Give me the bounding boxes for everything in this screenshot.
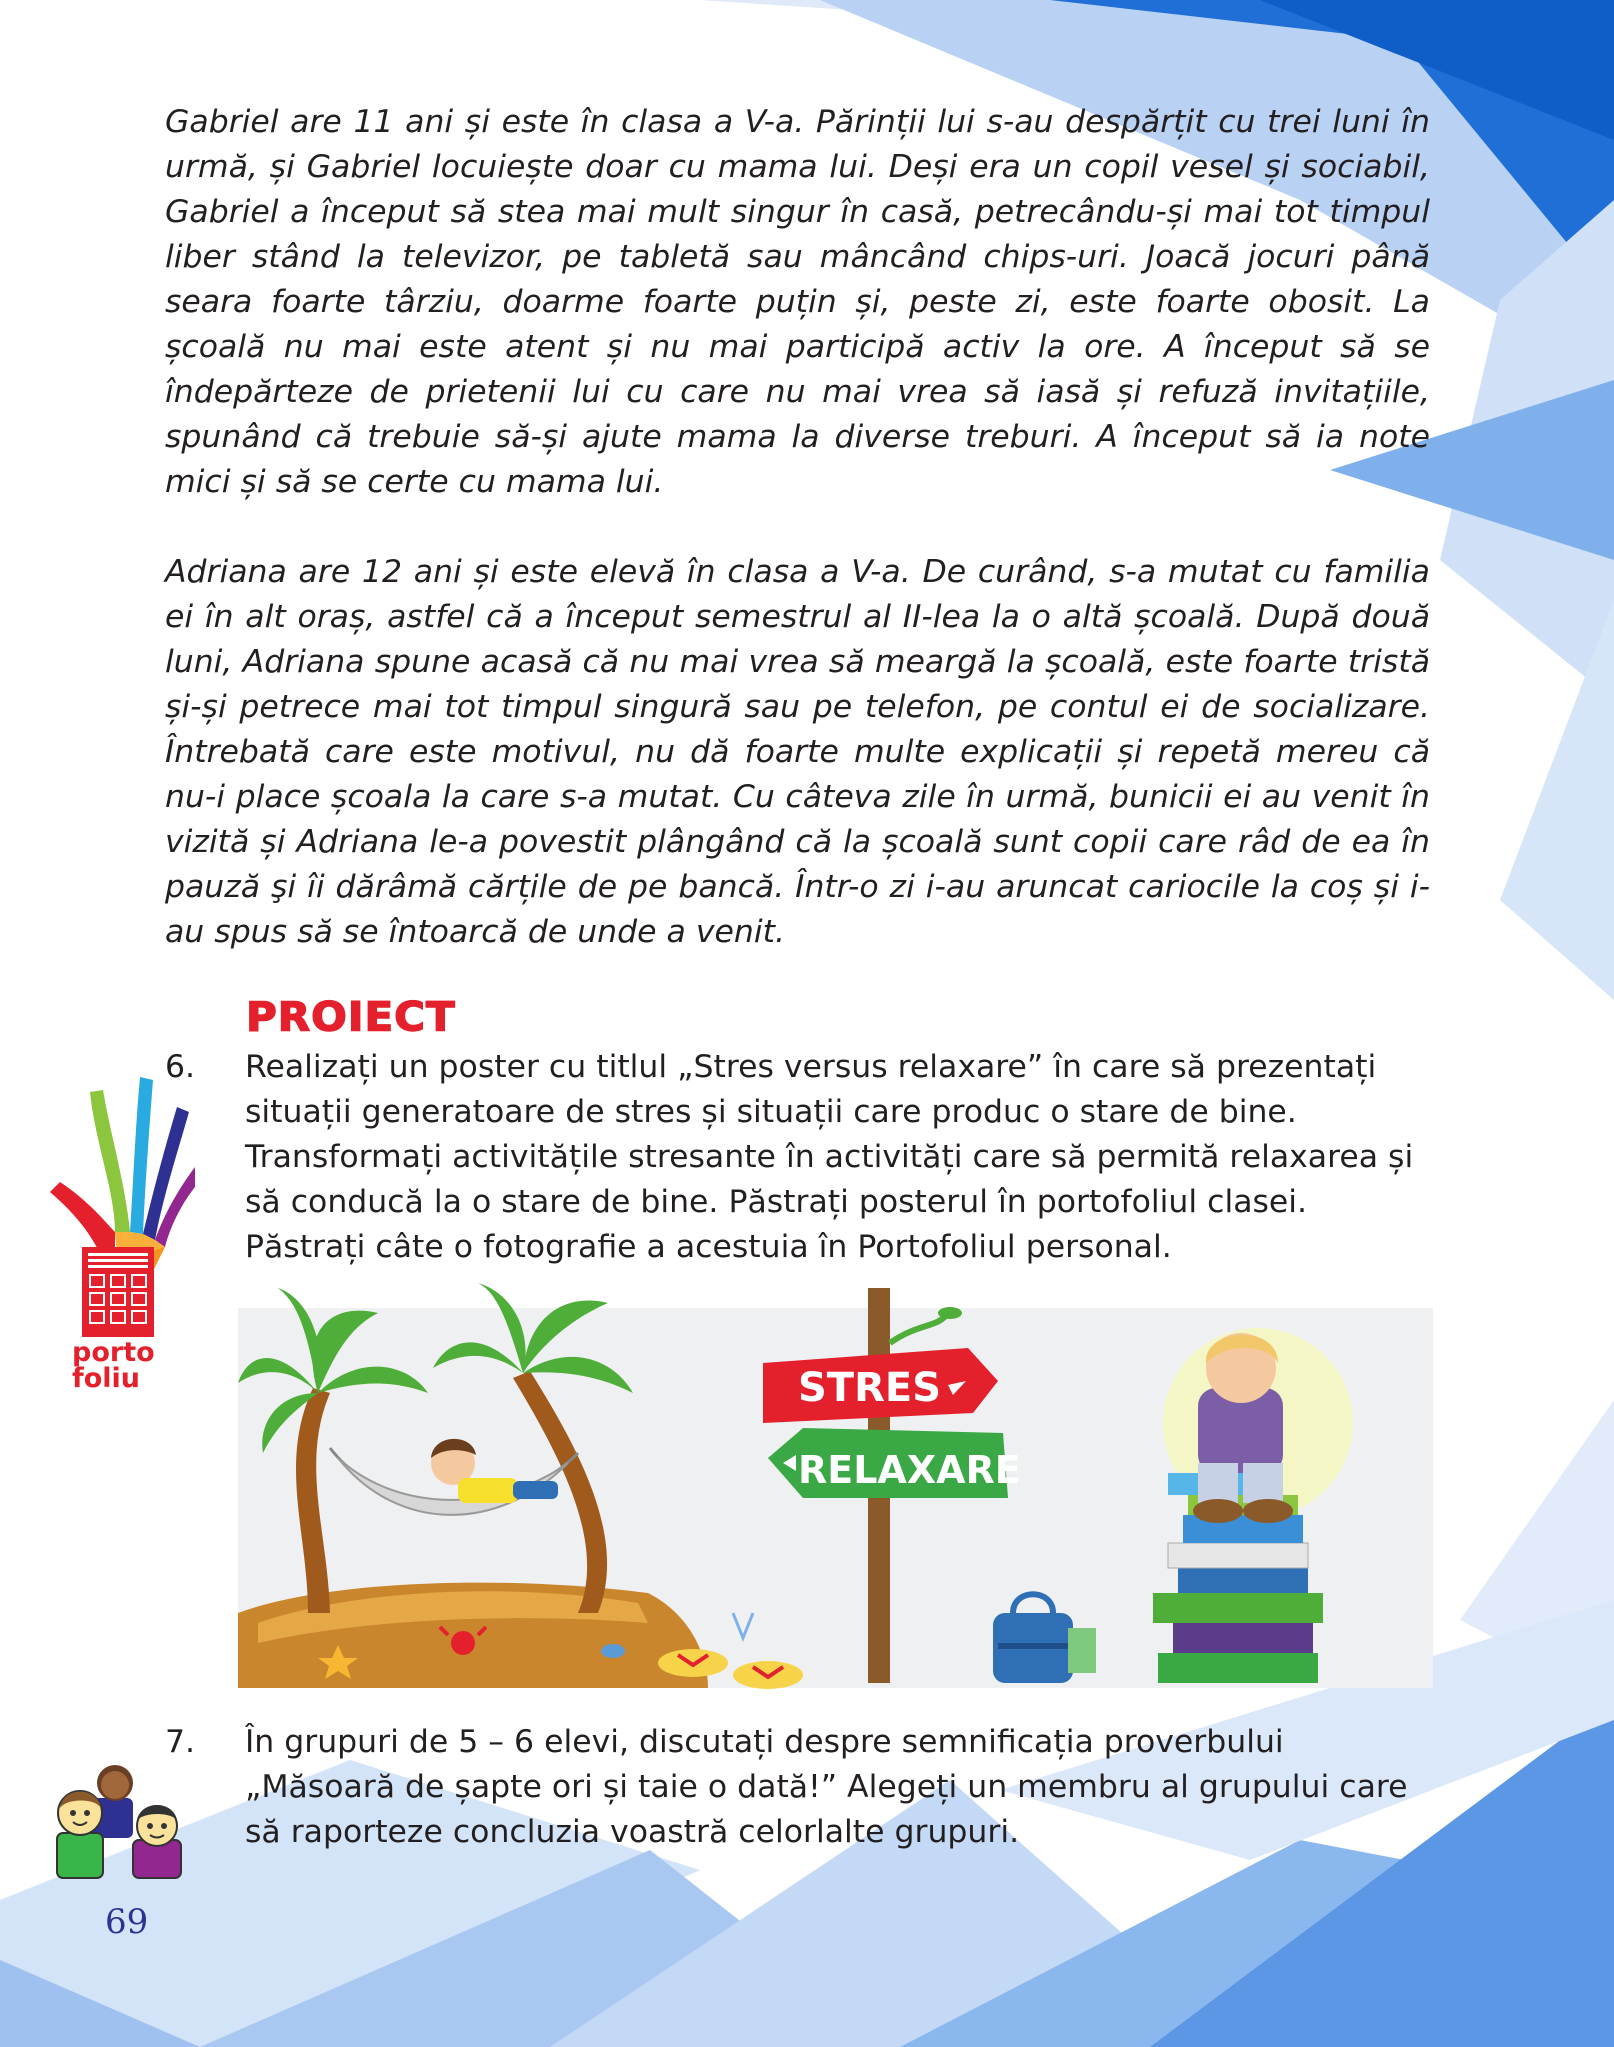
sign-stress-text: STRES — [798, 1365, 942, 1411]
page-number: 69 — [105, 1902, 149, 1942]
stress-relaxation-illustration — [238, 1283, 1433, 1703]
group-people-icon — [55, 1758, 185, 1880]
portfolio-label-line1: porto — [72, 1337, 155, 1368]
portfolio-label-line2: foliu — [72, 1363, 141, 1394]
task-number: 7. — [165, 1724, 196, 1760]
sign-relax-text: RELAXARE — [798, 1448, 1021, 1492]
portfolio-label — [72, 1337, 172, 1394]
task-text: Realizați un poster cu titlul „Stres versus relaxare” în care să prezentați situații generatoare de stres și situații care produc o stare de bine. Transformați activitățile stresante în activități care să permită relaxarea și să conducă la o stare de bine. Păstrați posterul în portofoliul clasei. Păstrați câte o fotografie a acestuia în Portofoliul personal. — [245, 1049, 1414, 1265]
paragraph-gabriel: Gabriel are 11 ani și este în clasa a V-a. Părinții lui s-au despărțit cu trei luni în urmă, și Gabriel locuiește doar cu mama lui. Deși era un copil vesel și sociabil, Gabriel a început să stea mai mult singur în casă, petrecându-și mai tot timpul liber stând la televizor, pe tabletă sau mâncând chips-uri. Joacă jocuri până seara foarte târziu, doarme foarte puțin și, peste zi, este foarte obosit. La școală nu mai este atent și nu mai participă activ la ore. A început să se îndepărteze de prietenii lui cu care nu mai vrea să iasă și refuză invitațiile, spunând că trebuie să-și ajute mama la diverse treburi. A început să ia note mici și să se certe cu mama lui. — [165, 104, 1430, 500]
task-number: 6. — [165, 1049, 196, 1085]
paragraph-adriana: Adriana are 12 ani și este elevă în clasa a V-a. De curând, s-a mutat cu familia ei în alt oraș, astfel că a început semestrul al II-lea la o altă școală. După două luni, Adriana spune acasă că nu mai vrea să meargă la școală, este foarte tristă și-și petrece mai tot timpul singură sau pe telefon, pe contul ei de socializare. Întrebată care este motivul, nu dă foarte multe explicații și repetă mereu că nu-i place școala la care s-a mutat. Cu câteva zile în urmă, bunicii ei au venit în vizită și Adriana le-a povestit plângând că la școală sunt copii care râd de ea în pauză şi îi dărâmă cărțile de pe bancă. Într-o zi i-au aruncat cariocile la coș și i-au spus să se întoarcă de unde a venit. — [165, 554, 1430, 950]
task-text: În grupuri de 5 – 6 elevi, discutați despre semnificația proverbului „Măsoară de șapte ori și taie o dată!” Alegeți un membru al grupului care să raporteze concluzia voastră celorlalte grupuri. — [245, 1724, 1408, 1850]
project-label: PROIECT — [246, 993, 456, 1040]
